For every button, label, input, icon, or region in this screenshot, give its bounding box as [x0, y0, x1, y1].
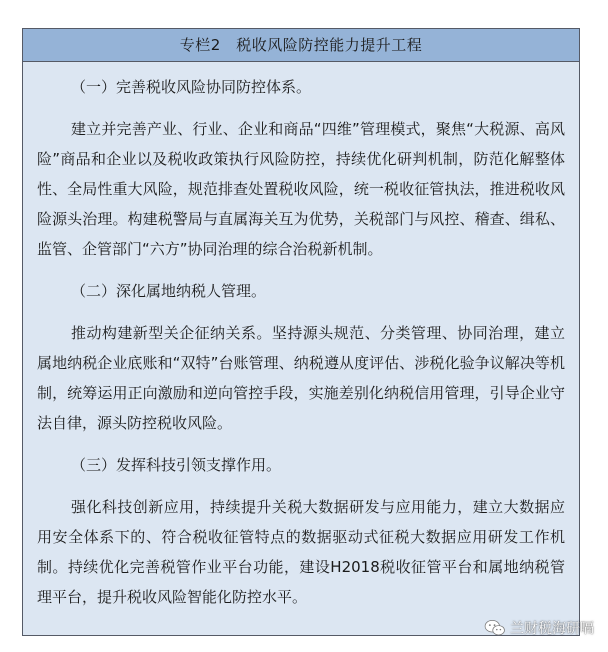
watermark [484, 618, 594, 638]
section-paragraph-3: 强化科技创新应用，持续提升关税大数据研发与应用能力，建立大数据应用安全体系下的、符合税收征管特点的数据驱动式征税大数据应用研发工作机制。持续优化完善税管作业平台功能，建设H2018税收征管平台和属地纳税管理平台，提升税收风险智能化防控水平。 [37, 498, 565, 606]
section-heading-3: （三）发挥科技引领支撑作用。 [71, 456, 282, 474]
column-panel [22, 28, 580, 636]
panel-title: 专栏2 税收风险防控能力提升工程 [23, 29, 579, 62]
section-paragraph-1: 建立并完善产业、行业、企业和商品“四维”管理模式，聚焦“大税源、高风险”商品和企业以及税收政策执行风险防控，持续优化研判机制，防范化解整体性、全局性重大风险，规范排查处置税收风险，统一税收征管执法，推进税收风险源头治理。构建税警局与直属海关互为优势，关税部门与风控、稽查、缉私、监管、企管部门“六方”协同治理的综合治税新机制。 [37, 120, 565, 258]
section-heading-1: （一）完善税收风险协同防控体系。 [71, 78, 312, 96]
section-heading-2: （二）深化属地纳税人管理。 [71, 282, 267, 300]
watermark-text: 兰财税海研嗝 [510, 621, 594, 637]
section-paragraph-2: 推动构建新型关企征纳关系。坚持源头规范、分类管理、协同治理，建立属地纳税企业底账和“双特”台账管理、纳税遵从度评估、涉税化验争议解决等机制，统筹运用正向激励和逆向管控手段，实施差别化纳税信用管理，引导企业守法自律，源头防控税收风险。 [37, 324, 565, 432]
wechat-icon [484, 619, 506, 637]
panel-body [23, 62, 579, 612]
